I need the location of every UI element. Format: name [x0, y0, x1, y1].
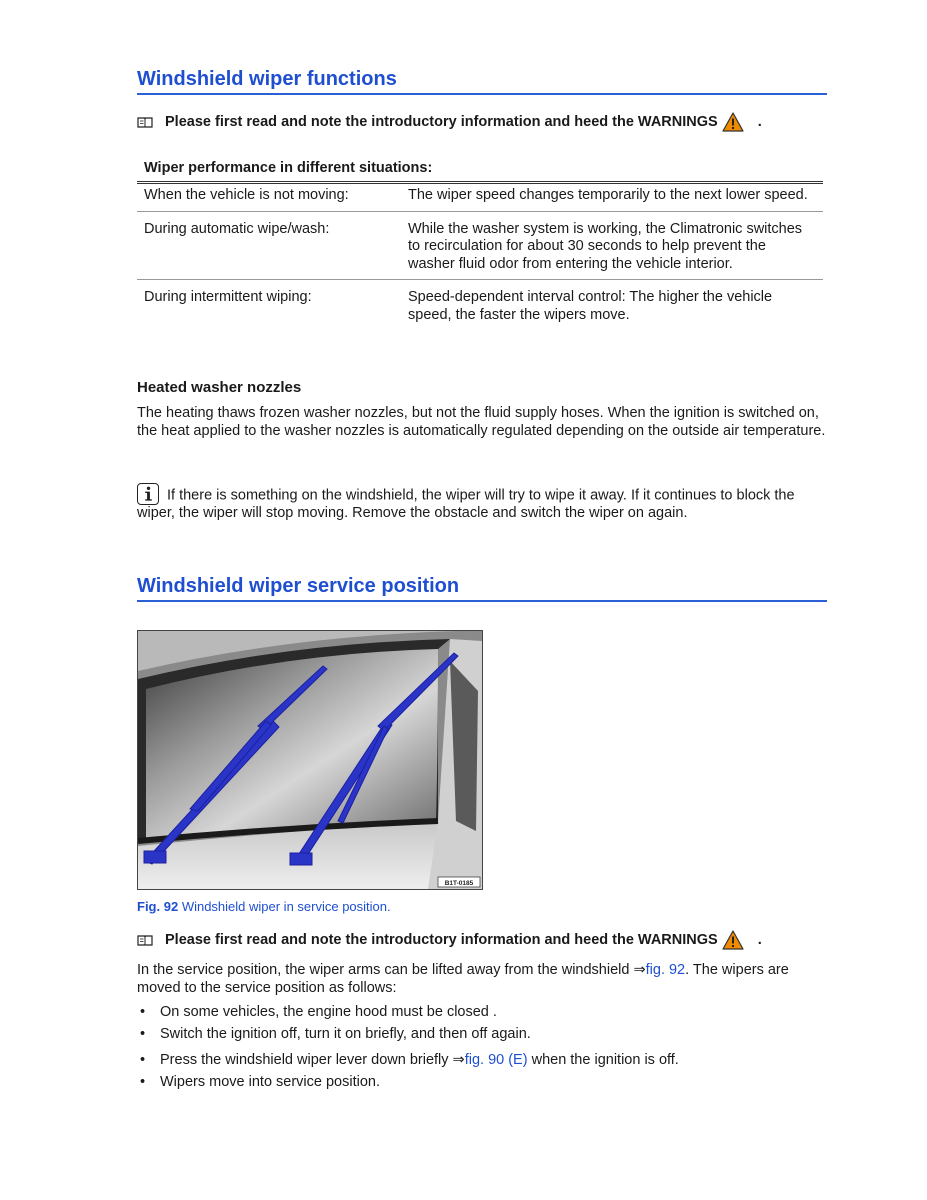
section-title-service-position: Windshield wiper service position: [137, 575, 827, 602]
behavior-cell: Speed-dependent interval control: The higher the vehicle speed, the faster the wipers move.: [408, 289, 773, 323]
situation-cell: During automatic wipe/wash:: [144, 220, 330, 237]
notice-text: Please first read and note the introductory information and heed the WARNINGS: [165, 932, 718, 948]
intro-text-end: . The wipers are moved to the service position as follows:: [137, 962, 789, 996]
info-icon: [137, 483, 159, 505]
list-item: • Switch the ignition off, turn it on briefly, and then off again.: [137, 1026, 827, 1042]
fig-90-link[interactable]: fig. 90 (E): [464, 1052, 528, 1068]
wiper-performance-table: [137, 186, 823, 330]
table-row: [137, 211, 823, 280]
figure-windshield-wipers: [137, 630, 483, 890]
notice-suffix: .: [757, 932, 762, 948]
service-intro: [137, 962, 827, 997]
figure-code: B1T-0185: [444, 880, 474, 887]
table-caption: Wiper performance in different situations:: [144, 160, 433, 176]
warning-triangle-icon[interactable]: [722, 112, 744, 132]
table-row: [137, 280, 823, 331]
figure-caption: [137, 899, 391, 914]
service-steps-list: [137, 1004, 827, 1090]
info-text: If there is something on the windshield, the wiper will try to wipe it away. If it continues to block the wiper, the wiper will stop moving. Remove the obstacle and switch the wiper on again.: [137, 487, 795, 521]
book-icon: [137, 116, 153, 128]
list-item: • On some vehicles, the engine hood must be closed .: [137, 1004, 827, 1020]
list-item: [137, 1052, 827, 1068]
table-row: [137, 186, 823, 211]
list-item: • Wipers move into service position.: [137, 1074, 827, 1090]
warning-notice-2: [137, 930, 827, 950]
notice-text: Please first read and note the introductory information and heed the WARNINGS: [165, 114, 718, 130]
situation-cell: During intermittent wiping:: [144, 289, 312, 305]
book-icon: [137, 934, 153, 946]
windshield-illustration: [138, 631, 482, 889]
section-title-wiper-functions: Windshield wiper functions: [137, 68, 827, 95]
heated-nozzles-heading: Heated washer nozzles: [137, 379, 302, 396]
notice-suffix: .: [757, 114, 762, 130]
intro-text: In the service position, the wiper arms can be lifted away from the windshield ⇒: [137, 962, 646, 978]
behavior-cell: While the washer system is working, the Climatronic switches to recirculation for about 30 seconds to help prevent the washer fluid odor from entering the vehicle interior.: [408, 220, 803, 272]
warning-triangle-icon[interactable]: [722, 930, 744, 950]
figure-caption-text: Windshield wiper in service position.: [181, 899, 391, 914]
step-text-end: when the ignition is off.: [527, 1052, 679, 1068]
warning-notice: [137, 112, 827, 132]
figure-label: Fig. 92: [137, 899, 179, 914]
fig-92-link[interactable]: fig. 92: [645, 962, 686, 978]
situation-cell: When the vehicle is not moving:: [144, 187, 349, 203]
info-note: [137, 483, 827, 523]
behavior-cell: The wiper speed changes temporarily to the next lower speed.: [408, 187, 808, 203]
heated-nozzles-text: The heating thaws frozen washer nozzles, but not the fluid supply hoses. When the ignition is switched on, the heat applied to the washer nozzles is automatically regulated depending on the outside air temperature.: [137, 405, 826, 439]
step-text: Press the windshield wiper lever down briefly ⇒: [160, 1052, 465, 1068]
